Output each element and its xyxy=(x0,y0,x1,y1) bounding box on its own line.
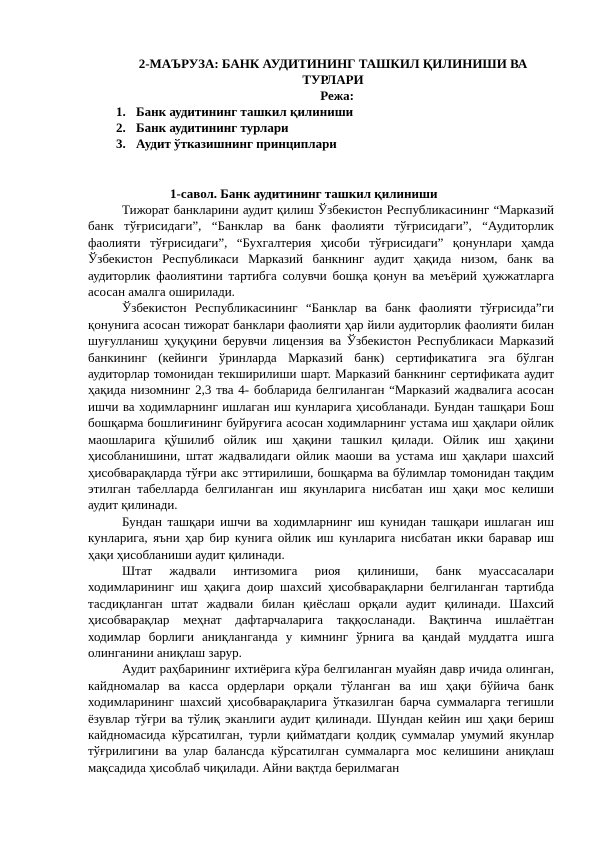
plan-heading: Режа: xyxy=(320,88,354,103)
paragraph: Тижорат банкларини аудит қилиш Ўзбекистон Республикасининг “Марказий банк тўғрисидаги”, “Банклар ва банк фаолияти тўғрисидаги”, “Аудиторлик фаолияти тўғрисидаги”, “Бухгалтерия ҳисоби тўғрисидаги” қонунлари ҳамда Ўзбекистон Республикаси Марказий банкнинг аудит ҳақида низом, банк ва аудиторлик фаолиятини тартибга солувчи бошқа қонун ва меъёрий ҳужжатларга асосан амалга оширилади. xyxy=(88,202,554,300)
plan-item xyxy=(116,136,554,152)
paragraph: Бундан ташқари ишчи ва ходимларнинг иш кунидан ташқари ишлаган иш кунларига, яъни ҳар бир кунига ойлик иш кунларига нисбатан икки баравар иш ҳақи ҳисобланиши аудит қилинади. xyxy=(88,513,554,562)
plan-list xyxy=(116,104,554,152)
section-heading: 1-савол. Банк аудитининг ташкил қилиниши xyxy=(170,186,438,201)
plan-item xyxy=(116,120,554,136)
document-title: 2-МАЪРУЗА: БАНК АУДИТИНИНГ ТАШКИЛ ҚИЛИНИШИ ВА ТУРЛАРИ xyxy=(138,56,528,87)
plan-item-text: Аудит ўтказишнинг принциплари xyxy=(136,136,337,151)
plan-item-number: 1. xyxy=(116,104,126,119)
paragraph: Ўзбекистон Республикасининг “Банклар ва банк фаолияти тўғрисида”ги қонунига асосан тижорат банклари фаолияти ҳар йили аудиторлик фаолияти билан шуғулланиш ҳуқуқини берувчи лицензия ва Ўзбекистон Республикаси Марказий банкининг (кейинги ўринларда Марказий банк) сертификатига эга бўлган аудиторлар томонидан текширилиши шарт. Марказий банкнинг сертификата аудит ҳақида низомнинг 2,3 тва 4- бобларида белгиланган “Марказий жадвалига асосан ишчи ва ходимларнинг ишлаган иш кунларига ҳисобланади. Бундан ташқари Бош бошқарма бошлиғининг буйруғига асосан ходимларнинг устама иш ҳақлари ойлик маошларига қўшилиб ойлик иш ҳақини ташкил қилади. Ойлик иш ҳақини ҳисобланишини, штат жадвалидаги ойлик маоши ва устама иш ҳақлари шахсий ҳисобварақларда тўғри акс эттирилиши, бошқарма ва бўлимлар томонидан тақдим этилган табелларда белгиланган иш якунларига нисбатан иш ҳақи мос келиши аудит қилинади. xyxy=(88,300,554,513)
plan-item-number: 3. xyxy=(116,136,126,151)
plan-item-text: Банк аудитининг турлари xyxy=(136,120,289,135)
document-page xyxy=(88,56,554,776)
plan-item xyxy=(116,104,554,120)
plan-item-number: 2. xyxy=(116,120,126,135)
paragraph: Штат жадвали интизомига риоя қилиниши, банк муассасалари ходимларининг иш ҳақига доир шахсий ҳисобварақларни белгиланган тартибда тасдиқланган штат жадвали билан қиёслаш орқали аудит қилинади. Шахсий ҳисобварақлар меҳнат дафтарчаларига таққосланади. Вақтинча ишлаётган ходимлар борлиги аниқланганда у кимнинг ўрнига ва қандай муддатга ишга олинганини аниқлаш зарур. xyxy=(88,562,554,660)
paragraph: Аудит раҳбарининг ихтиёрига кўра белгиланган муайян давр ичида олинган, кайдномалар ва касса ордерлари орқали тўланган ва иш ҳақи бўйича банк ходимларининг шахсий ҳисобварақларига ўтказилган барча суммаларга тегишли ёзувлар тўғри ва тўлиқ эканлиги аудит қилинади. Шундан кейин иш ҳақи бериш кайдномасида кўрсатилган, турли қийматдаги қолдиқ суммалар умумий якунлар тўғрилигини ва улар балансда кўрсатилган суммаларга мос келишини аниқлаш мақсадида ҳисоблаб чиқилади. Айни вақтда берилмаган xyxy=(88,661,554,775)
plan-item-text: Банк аудитининг ташкил қилиниши xyxy=(136,104,354,119)
